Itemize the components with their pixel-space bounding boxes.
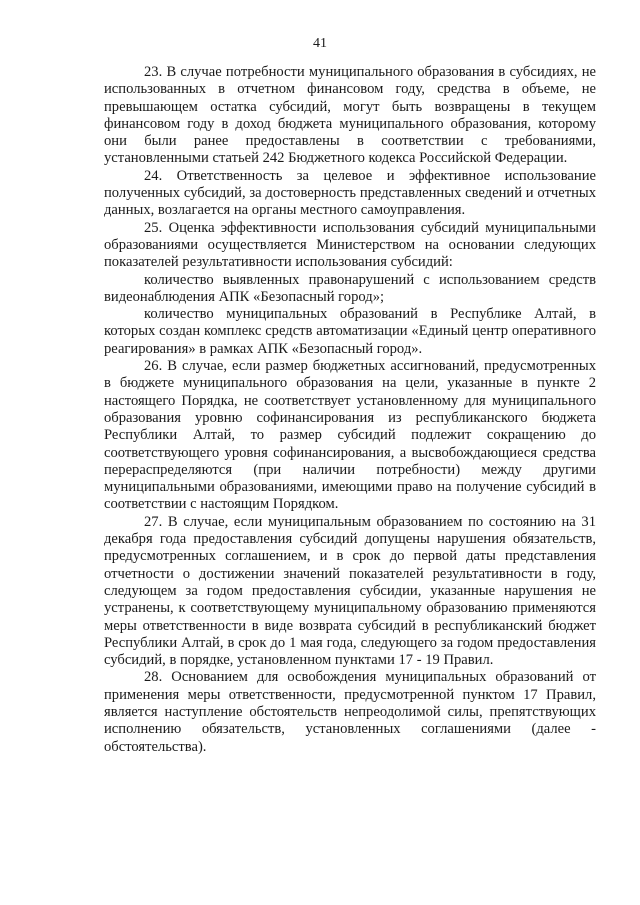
paragraph-24: 24. Ответственность за целевое и эффективное использование полученных субсидий, за достоверность представленных сведений и отчетных данных, возлагается на органы местного самоуправления. [104,167,596,219]
paragraph-26: 26. В случае, если размер бюджетных ассигнований, предусмотренных в бюджете муниципального образования на цели, указанные в пункте 2 настоящего Порядка, не соответствует установленному для муниципального образования уровню софинансирования из республиканского бюджета Республики Алтай, то размер субсидий подлежит сокращению до соответствующего уровня софинансирования, а высвобождающиеся средства перераспределяются (при наличии потребности) между другими муниципальными образованиями, имеющими право на получение субсидий в соответствии с настоящим Порядком. [104,358,596,513]
paragraph-23: 23. В случае потребности муниципального образования в субсидиях, не использованных в отчетном финансовом году, средства в объеме, не превышающем остатка субсидий, могут быть возвращены в текущем финансовом году в доход бюджета муниципального образования, которому они были ранее предоставлены в соответствии с требованиями, установленными статьей 242 Бюджетного кодекса Российской Федерации. [104,64,596,167]
page-number: 41 [313,36,327,51]
paragraph-25-indicator-2: количество муниципальных образований в Республике Алтай, в которых создан комплекс средств автоматизации «Единый центр оперативного реагирования» в рамках АПК «Безопасный город». [104,306,596,357]
document-body [104,64,596,756]
paragraph-25-indicator-1: количество выявленных правонарушений с использованием средств видеонаблюдения АПК «Безопасный город»; [104,271,596,305]
paragraph-25: 25. Оценка эффективности использования субсидий муниципальными образованиями осуществляется Министерством на основании следующих показателей результативности использования субсидий: [104,219,596,271]
paragraph-27: 27. В случае, если муниципальным образованием по состоянию на 31 декабря года предоставления субсидий допущены нарушения обязательств, предусмотренных соглашением, и в срок до первой даты представления отчетности о достижении значений показателей результативности в году, следующем за годом предоставления субсидии, указанные нарушения не устранены, к соответствующему муниципальному образованию применяются меры ответственности в виде возврата субсидий в республиканский бюджет Республики Алтай, в срок до 1 мая года, следующего за годом предоставления субсидий, в порядке, установленном пунктами 17 - 19 Правил. [104,513,596,669]
paragraph-28: 28. Основанием для освобождения муниципальных образований от применения меры ответственности, предусмотренной пунктом 17 Правил, является наступление обстоятельств непреодолимой силы, препятствующих исполнению обязательств, установленных соглашениями (далее - обстоятельства). [104,669,596,755]
